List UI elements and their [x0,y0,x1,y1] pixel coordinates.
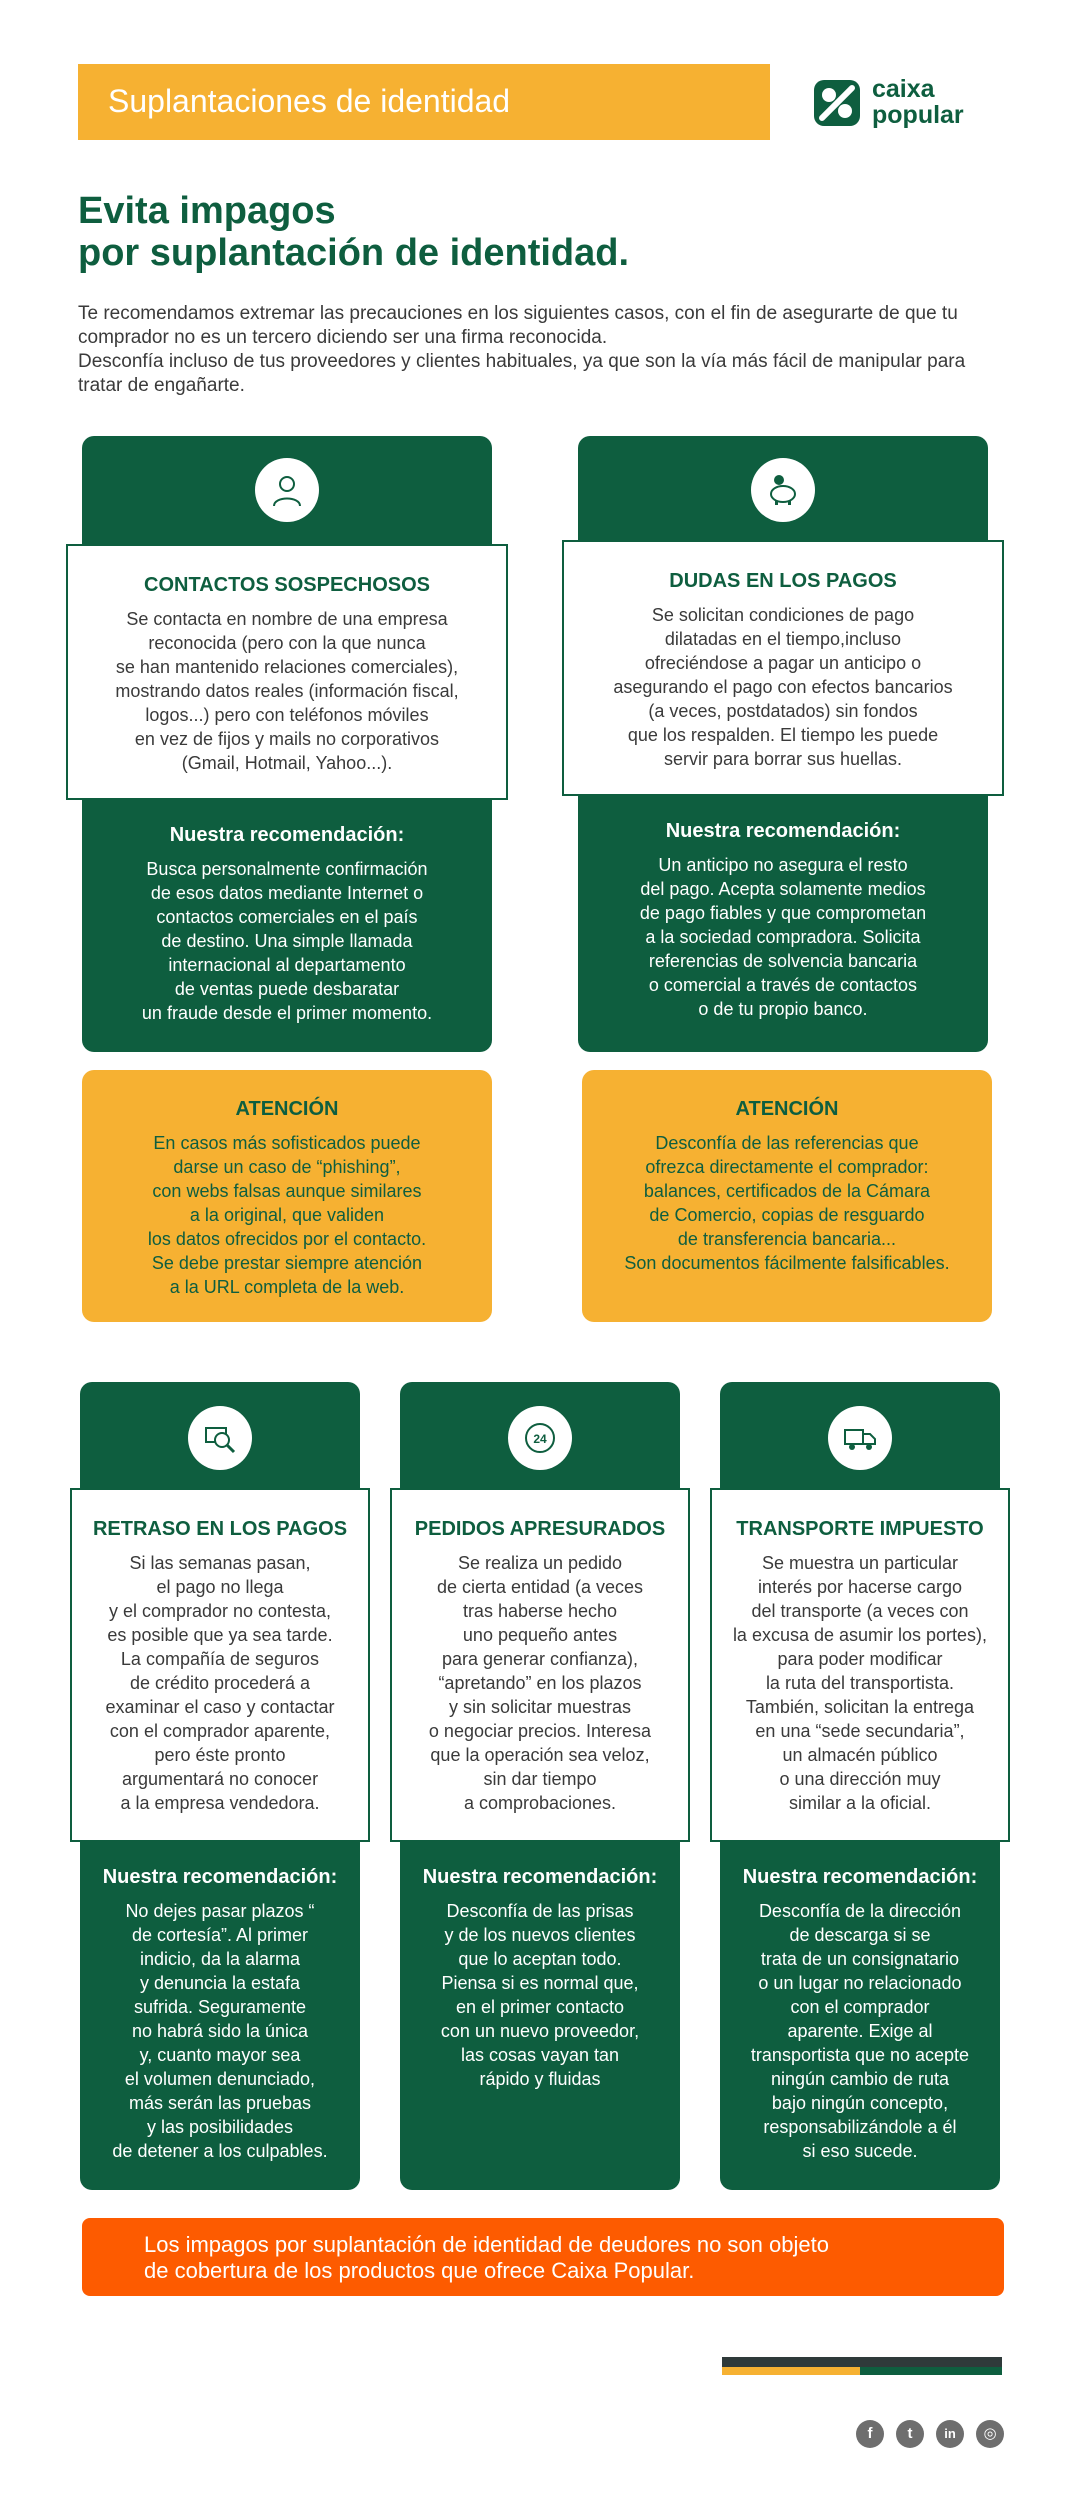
decorative-stripes [722,2357,1002,2375]
attention-title: ATENCIÓN [735,1098,839,1120]
money-search-icon [188,1406,252,1470]
card-contactos-sospechosos [82,436,492,1052]
attention-box-referencias [582,1070,992,1322]
card-dudas-en-los-pagos [578,436,988,1052]
recommendation-title: Nuestra recomendación: [169,824,405,846]
card-text: Se muestra un particular interés por hacerse cargo del transporte (a veces con la excusa de asumir los portes), para poder modificar la ruta del transportista. También, solicitan la entrega en una “sede secundaria”, un almacén público o una dirección muy similar a la oficial. [732,1553,988,1813]
card-title: TRANSPORTE IMPUESTO [736,1518,984,1540]
recommendation-title: Nuestra recomendación: [422,1866,658,1888]
card-title: RETRASO EN LOS PAGOS [92,1518,348,1540]
intro-text: Te recomendamos extremar las precauciones en los siguientes casos, con el fin de asegurarte de que tu comprador no es un tercero diciendo ser una firma reconocida. Desconfía incluso de tus proveedores y clientes habituales, ya que son la vía más fácil de manipular para tratar de engañarte. [78,303,966,396]
attention-text: Desconfía de las referencias que ofrezca directamente el comprador: balances, certificados de la Cámara de Comercio, copias de resguardo de transferencia bancaria... Son documentos fácilmente falsificables. [624,1133,950,1273]
recommendation-title: Nuestra recomendación: [102,1866,338,1888]
coverage-notice-text: Los impagos por suplantación de identidad de deudores no son objeto de cobertura de los productos que ofrece Caixa Popular. [144,2232,829,2283]
truck-icon [828,1406,892,1470]
piggy-bank-icon [751,458,815,522]
recommendation-text: Desconfía de la dirección de descarga si se trata de un consignatario o un lugar no relacionado con el comprador aparente. Exige al transportista que no acepte ningún cambio de ruta bajo ningún concepto, responsabilizándole a él si eso sucede. [750,1901,970,2161]
header-banner [78,64,770,140]
attention-box-phishing [82,1070,492,1322]
facebook-icon[interactable]: f [856,2420,884,2448]
attention-title: ATENCIÓN [235,1098,339,1120]
phone-24h-icon [508,1406,572,1470]
card-text: Se contacta en nombre de una empresa reconocida (pero con la que nunca se han mantenido relaciones comerciales), mostrando datos reales (información fiscal, logos...) pero con teléfonos móviles en vez de fijos y mails no corporativos (Gmail, Hotmail, Yahoo...). [115,609,459,773]
logo-mark-icon [812,78,862,128]
recommendation-text: Un anticipo no asegura el resto del pago. Acepta solamente medios de pago fiables y que comprometan a la sociedad compradora. Solicita referencias de solvencia bancaria o comercial a través de contactos o de tu propio banco. [639,855,927,1019]
card-text: Se realiza un pedido de cierta entidad (a veces tras haberse hecho uno pequeño antes para generar confianza), “apretando” en los plazos y sin solicitar muestras o negociar precios. Interesa que la operación sea veloz, sin dar tiempo a comprobaciones. [428,1553,652,1813]
recommendation-title: Nuestra recomendación: [742,1866,978,1888]
card-title: PEDIDOS APRESURADOS [414,1518,666,1540]
card-retraso-en-los-pagos [80,1382,360,2190]
svg-text:24: 24 [533,1432,547,1446]
coverage-notice [82,2218,1004,2296]
card-transporte-impuesto [720,1382,1000,2190]
twitter-icon[interactable]: t [896,2420,924,2448]
card-text: Si las semanas pasan, el pago no llega y el comprador no contesta, es posible que ya sea tarde. La compañía de seguros de crédito procederá a examinar el caso y contactar con el comprador aparente, pero éste pronto argumentará no conocer a la empresa vendedora. [105,1553,335,1813]
attention-text: En casos más sofisticados puede darse un caso de “phishing”, con webs falsas aunque similares a la original, que validen los datos ofrecidos por el contacto. Se debe prestar siempre atención a la URL completa de la web. [147,1133,427,1297]
recommendation-text: Desconfía de las prisas y de los nuevos clientes que lo aceptan todo. Piensa si es normal que, en el primer contacto con un nuevo proveedor, las cosas vayan tan rápido y fluidas [440,1901,640,2089]
person-icon [255,458,319,522]
card-pedidos-apresurados [400,1382,680,2190]
card-text: Se solicitan condiciones de pago dilatadas en el tiempo,incluso ofreciéndose a pagar un anticipo o asegurando el pago con efectos bancarios (a veces, postdatados) sin fondos que los respalden. El tiempo les puede servir para borrar sus huellas. [613,605,953,769]
logo-text: caixa popular [872,75,964,129]
linkedin-icon[interactable]: in [936,2420,964,2448]
caixa-popular-logo[interactable] [812,76,1012,132]
recommendation-text: Busca personalmente confirmación de esos datos mediante Internet o contactos comerciales en el país de destino. Una simple llamada internacional al departamento de ventas puede desbaratar un fraude desde el primer momento. [141,859,433,1023]
header-banner-title: Suplantaciones de identidad [108,83,511,119]
recommendation-title: Nuestra recomendación: [665,820,901,842]
card-title: CONTACTOS SOSPECHOSOS [144,574,430,596]
instagram-icon[interactable]: ◎ [976,2420,1004,2448]
card-title: DUDAS EN LOS PAGOS [669,570,897,592]
recommendation-text: No dejes pasar plazos “ de cortesía”. Al primer indicio, da la alarma y denuncia la estafa sufrida. Seguramente no habrá sido la única y, cuanto mayor sea el volumen denunciado, más serán las pruebas y las posibilidades de detener a los culpables. [112,1901,328,2161]
page-title: Evita impagos por suplantación de identidad. [78,190,630,274]
